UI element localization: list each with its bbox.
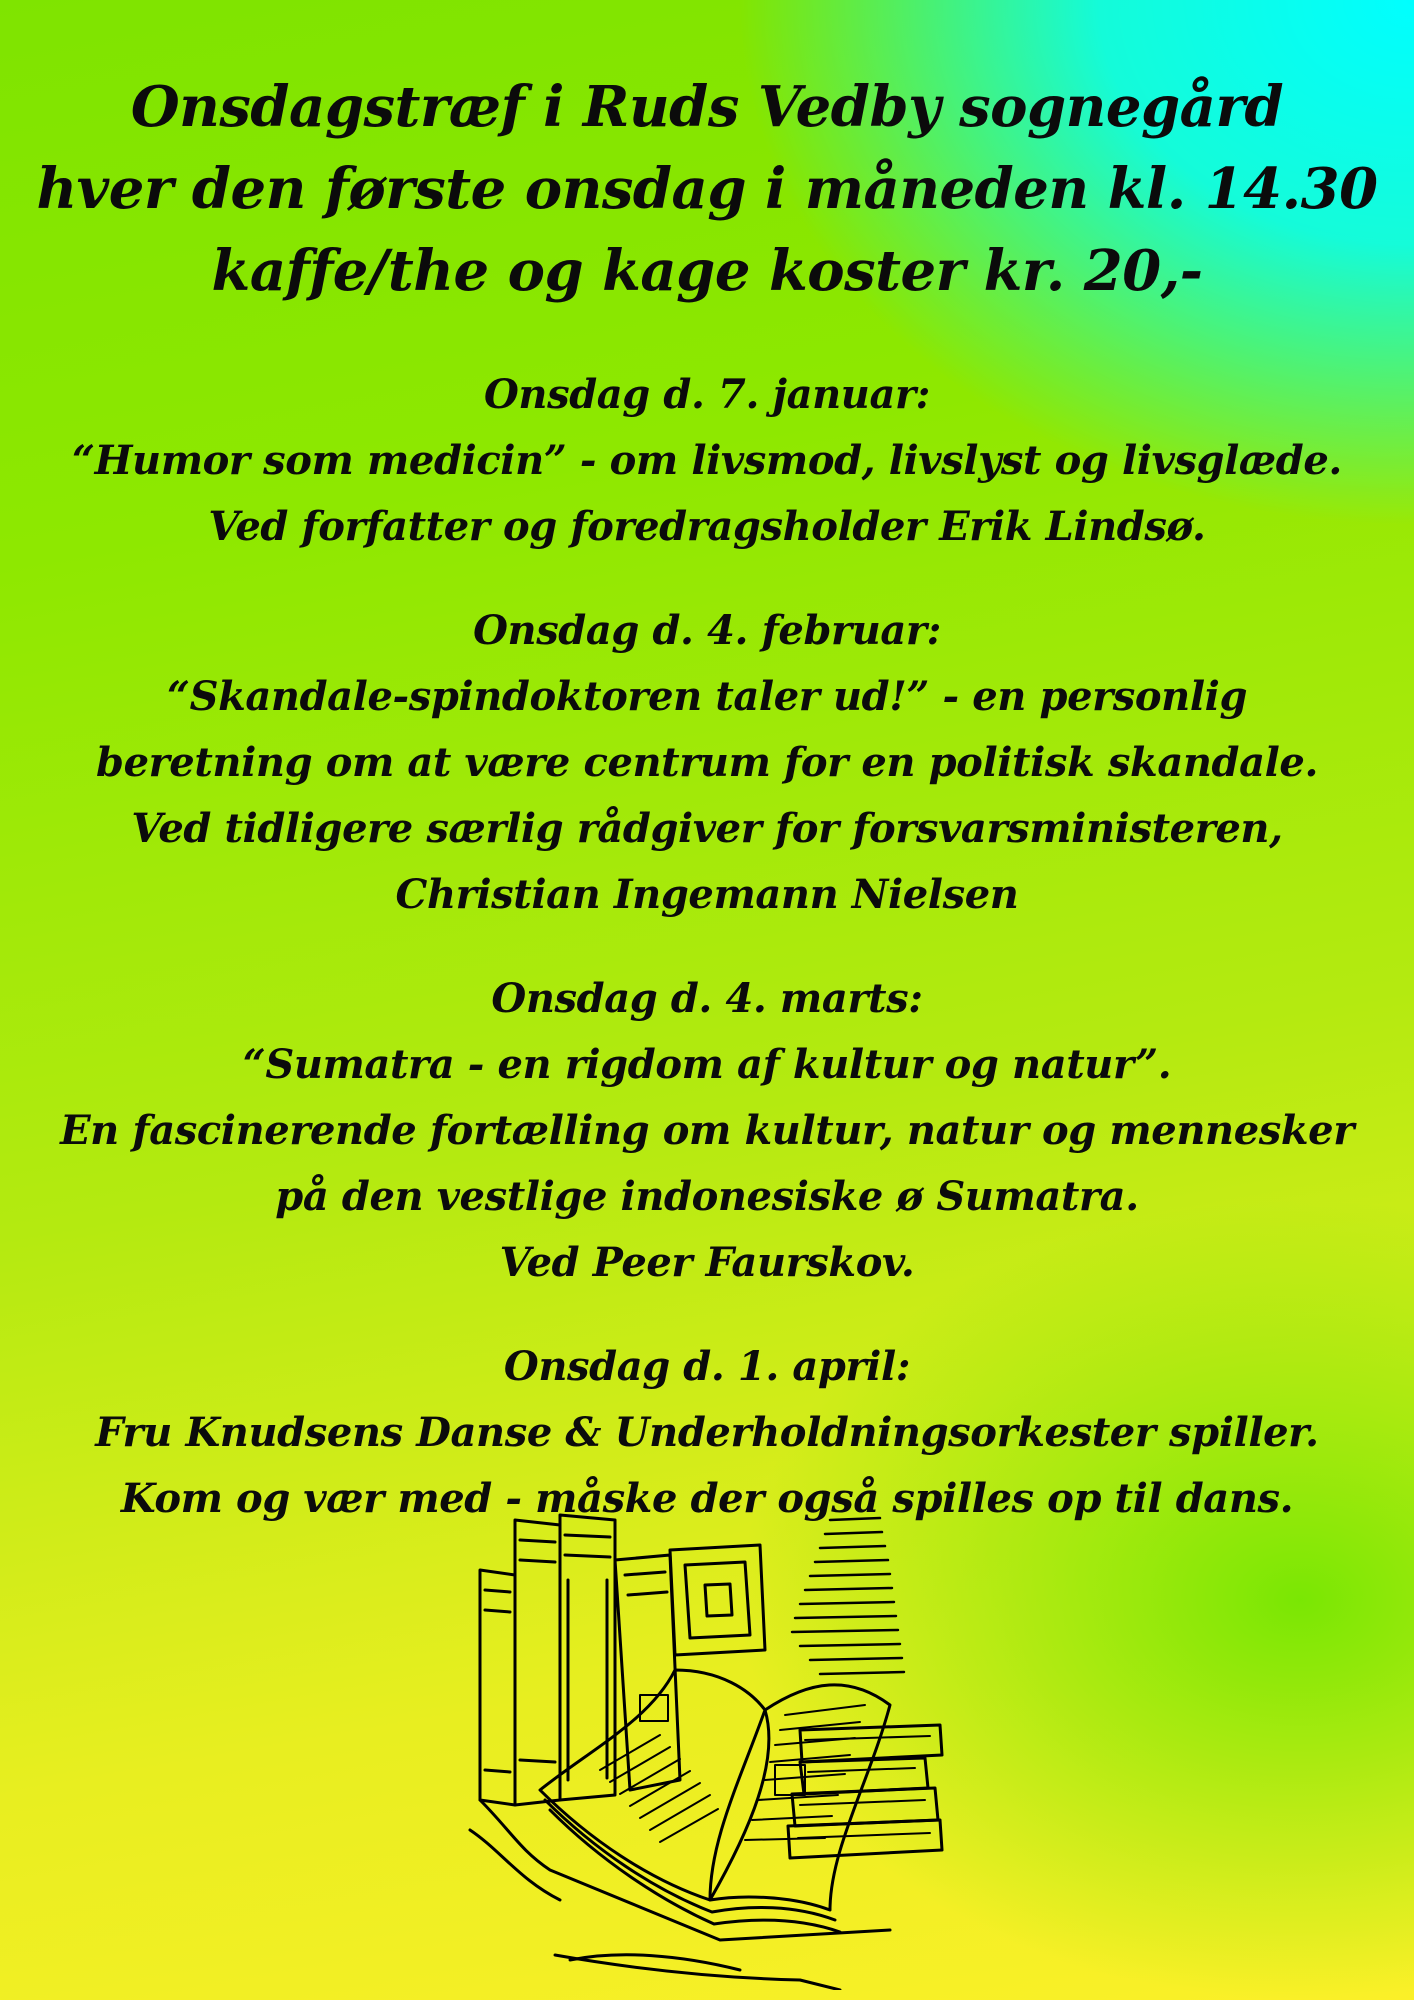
event-march (0, 966, 1414, 1296)
event-line: Ved tidligere særlig rådgiver for forsvarsministeren, (131, 805, 1283, 852)
event-line: Ved Peer Faurskov. (499, 1239, 915, 1286)
event-line: beretning om at være centrum for en politisk skandale. (96, 739, 1318, 786)
event-line: Ved forfatter og foredragsholder Erik Lindsø. (208, 503, 1206, 550)
heading-line-3: kaffe/the og kage koster kr. 20,- (211, 238, 1203, 304)
books-illustration-icon (420, 1500, 990, 1990)
event-line: Fru Knudsens Danse & Underholdningsorkester spiller. (95, 1409, 1319, 1456)
event-line: på den vestlige indonesiske ø Sumatra. (275, 1173, 1139, 1220)
heading-line-2: hver den første onsdag i måneden kl. 14.30 (36, 156, 1378, 222)
event-date: Onsdag d. 7. januar: (483, 371, 931, 418)
event-line: “Humor som medicin” - om livsmod, livslyst og livsglæde. (72, 437, 1342, 484)
heading-line-1: Onsdagstræf i Ruds Vedby sognegård (130, 74, 1284, 140)
event-date: Onsdag d. 4. februar: (473, 607, 941, 654)
event-january (0, 362, 1414, 560)
event-date: Onsdag d. 4. marts: (491, 975, 923, 1022)
event-february (0, 598, 1414, 928)
event-line: “Sumatra - en rigdom af kultur og natur”. (242, 1041, 1172, 1088)
poster-heading (0, 66, 1414, 312)
event-line: Christian Ingemann Nielsen (395, 871, 1019, 918)
event-line: En fascinerende fortælling om kultur, natur og mennesker (60, 1107, 1354, 1154)
event-line: Kom og vær med - måske der også spilles op til dans. (120, 1475, 1294, 1522)
event-date: Onsdag d. 1. april: (503, 1343, 911, 1390)
event-program (0, 362, 1414, 1570)
event-line: “Skandale-spindoktoren taler ud!” - en personlig (166, 673, 1248, 720)
